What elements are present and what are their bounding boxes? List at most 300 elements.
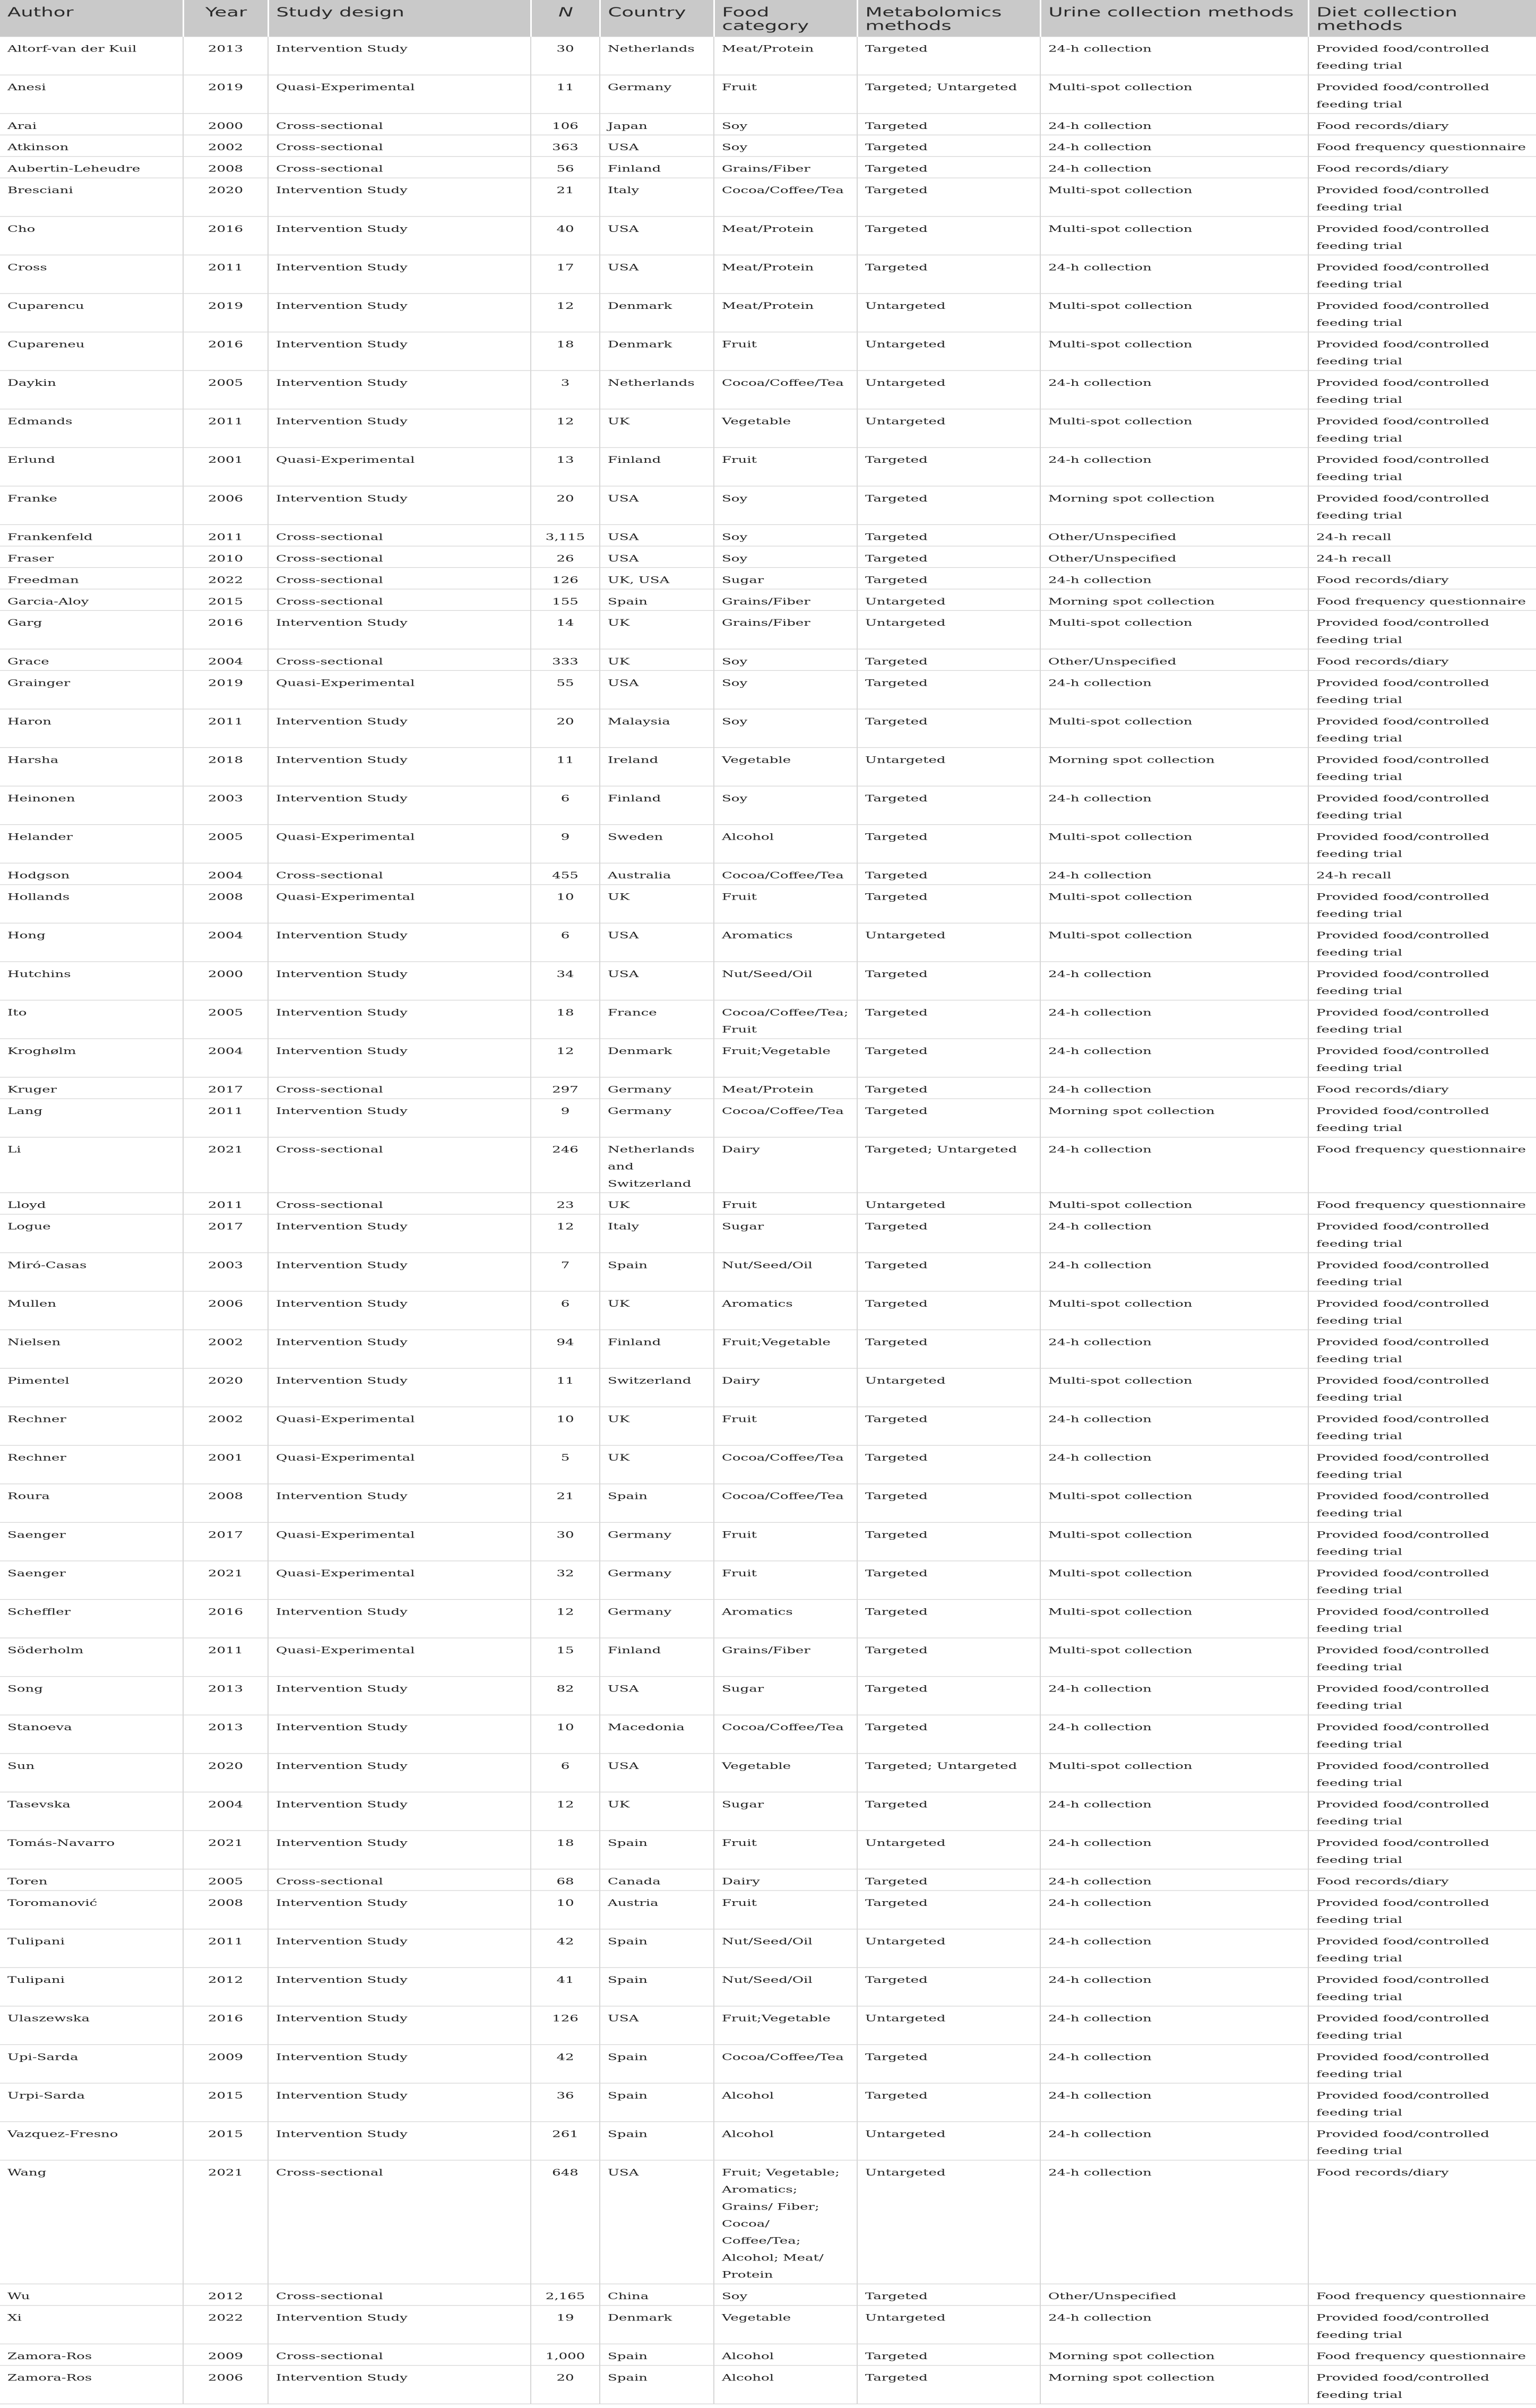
cell-country: Spain (600, 1929, 714, 1968)
table-row (0, 1929, 1536, 1968)
cell-urine-collection: 24-h collection (1040, 786, 1308, 825)
cell-study-design: Quasi-Experimental (268, 447, 531, 486)
cell-study-design: Quasi-Experimental (268, 1445, 531, 1484)
cell-year: 2017 (183, 1077, 268, 1099)
cell-author: Lang (0, 1099, 183, 1137)
cell-study-design: Intervention Study (268, 2083, 531, 2122)
cell-urine-collection: 24-h collection (1040, 1407, 1308, 1446)
cell-author: Ulaszewska (0, 2006, 183, 2045)
cell-author: Roura (0, 1484, 183, 1523)
cell-study-design: Cross-sectional (268, 524, 531, 546)
cell-author: Cupareneu (0, 332, 183, 371)
cell-food-category: Alcohol (714, 2083, 857, 2122)
table-row (0, 923, 1536, 962)
cell-n: 6 (531, 923, 600, 962)
table-row (0, 1253, 1536, 1291)
cell-author: Urpi-Sarda (0, 2083, 183, 2122)
cell-author: Zamora-Ros (0, 2366, 183, 2404)
cell-year: 2005 (183, 1000, 268, 1039)
cell-year: 2013 (183, 1677, 268, 1715)
cell-n: 6 (531, 1754, 600, 1792)
table-row (0, 2006, 1536, 2045)
cell-metabolomics-methods: Untargeted (857, 2306, 1040, 2344)
cell-n: 12 (531, 1039, 600, 1077)
cell-study-design: Quasi-Experimental (268, 1561, 531, 1600)
cell-urine-collection: 24-h collection (1040, 1253, 1308, 1291)
cell-country: Finland (600, 1638, 714, 1677)
cell-diet-collection: Provided food/controlled feeding trial (1308, 786, 1536, 825)
cell-urine-collection: Multi-spot collection (1040, 1638, 1308, 1677)
cell-diet-collection: Provided food/controlled feeding trial (1308, 2083, 1536, 2122)
cell-year: 2016 (183, 1600, 268, 1638)
cell-diet-collection: Provided food/controlled feeding trial (1308, 255, 1536, 294)
cell-n: 12 (531, 294, 600, 332)
cell-study-design: Cross-sectional (268, 1077, 531, 1099)
cell-country: USA (600, 217, 714, 255)
table-row (0, 1891, 1536, 1929)
cell-study-design: Quasi-Experimental (268, 670, 531, 709)
cell-country: Spain (600, 1831, 714, 1869)
cell-country: USA (600, 923, 714, 962)
header-food-category: Food category (714, 0, 857, 37)
cell-author: Söderholm (0, 1638, 183, 1677)
cell-author: Mullen (0, 1291, 183, 1330)
cell-study-design: Intervention Study (268, 1600, 531, 1638)
cell-metabolomics-methods: Targeted (857, 1039, 1040, 1077)
cell-metabolomics-methods: Targeted (857, 1253, 1040, 1291)
cell-diet-collection: Provided food/controlled feeding trial (1308, 1291, 1536, 1330)
cell-diet-collection: Provided food/controlled feeding trial (1308, 1330, 1536, 1369)
cell-country: UK (600, 1792, 714, 1831)
cell-year: 2011 (183, 1193, 268, 1214)
cell-country: USA (600, 1677, 714, 1715)
cell-food-category: Sugar (714, 1214, 857, 1253)
cell-study-design: Cross-sectional (268, 589, 531, 610)
cell-n: 12 (531, 1792, 600, 1831)
cell-study-design: Intervention Study (268, 923, 531, 962)
cell-country: France (600, 1000, 714, 1039)
cell-country: UK (600, 1445, 714, 1484)
header-urine-collection: Urine collection methods (1040, 0, 1308, 37)
cell-diet-collection: Provided food/controlled feeding trial (1308, 409, 1536, 448)
cell-metabolomics-methods: Untargeted (857, 1193, 1040, 1214)
cell-study-design: Cross-sectional (268, 649, 531, 670)
cell-urine-collection: Morning spot collection (1040, 486, 1308, 525)
cell-urine-collection: 24-h collection (1040, 1891, 1308, 1929)
cell-n: 333 (531, 649, 600, 670)
cell-metabolomics-methods: Targeted (857, 1330, 1040, 1369)
cell-n: 126 (531, 2006, 600, 2045)
cell-n: 5 (531, 1445, 600, 1484)
cell-country: Spain (600, 2344, 714, 2365)
cell-country: USA (600, 2160, 714, 2284)
cell-country: UK, USA (600, 567, 714, 589)
cell-metabolomics-methods: Targeted (857, 709, 1040, 748)
cell-food-category: Grains/Fiber (714, 1638, 857, 1677)
cell-study-design: Intervention Study (268, 748, 531, 787)
table-row (0, 1561, 1536, 1600)
cell-metabolomics-methods: Targeted (857, 1891, 1040, 1929)
cell-metabolomics-methods: Targeted (857, 567, 1040, 589)
cell-diet-collection: Food records/diary (1308, 1869, 1536, 1891)
cell-urine-collection: 24-h collection (1040, 1929, 1308, 1968)
cell-metabolomics-methods: Targeted (857, 649, 1040, 670)
cell-food-category: Cocoa/Coffee/Tea (714, 1484, 857, 1523)
cell-study-design: Intervention Study (268, 1677, 531, 1715)
cell-metabolomics-methods: Targeted (857, 546, 1040, 567)
cell-n: 13 (531, 447, 600, 486)
cell-author: Atkinson (0, 135, 183, 156)
cell-year: 2004 (183, 1039, 268, 1077)
cell-country: Australia (600, 863, 714, 884)
header-author: Author (0, 0, 183, 37)
cell-study-design: Intervention Study (268, 2006, 531, 2045)
cell-metabolomics-methods: Targeted (857, 2083, 1040, 2122)
cell-author: Saenger (0, 1561, 183, 1600)
cell-author: Hong (0, 923, 183, 962)
cell-year: 2021 (183, 1561, 268, 1600)
cell-urine-collection: Other/Unspecified (1040, 649, 1308, 670)
cell-food-category: Aromatics (714, 923, 857, 962)
cell-diet-collection: Provided food/controlled feeding trial (1308, 1891, 1536, 1929)
cell-diet-collection: Provided food/controlled feeding trial (1308, 1677, 1536, 1715)
cell-n: 2,165 (531, 2284, 600, 2305)
cell-food-category: Vegetable (714, 748, 857, 787)
table-row (0, 447, 1536, 486)
cell-author: Bresciani (0, 178, 183, 217)
cell-author: Cross (0, 255, 183, 294)
cell-country: UK (600, 1193, 714, 1214)
table-row (0, 1039, 1536, 1077)
cell-diet-collection: Food frequency questionnaire (1308, 135, 1536, 156)
cell-food-category: Alcohol (714, 825, 857, 864)
cell-urine-collection: 24-h collection (1040, 255, 1308, 294)
cell-urine-collection: Multi-spot collection (1040, 1193, 1308, 1214)
cell-n: 15 (531, 1638, 600, 1677)
cell-study-design: Intervention Study (268, 255, 531, 294)
cell-study-design: Intervention Study (268, 962, 531, 1000)
cell-author: Hodgson (0, 863, 183, 884)
cell-urine-collection: 24-h collection (1040, 567, 1308, 589)
cell-metabolomics-methods: Targeted (857, 885, 1040, 924)
cell-country: China (600, 2284, 714, 2305)
cell-food-category: Cocoa/Coffee/Tea; Fruit (714, 1000, 857, 1039)
cell-metabolomics-methods: Untargeted (857, 2006, 1040, 2045)
cell-author: Helander (0, 825, 183, 864)
cell-diet-collection: Provided food/controlled feeding trial (1308, 75, 1536, 114)
cell-country: Macedonia (600, 1715, 714, 1754)
table-row (0, 786, 1536, 825)
cell-year: 2003 (183, 786, 268, 825)
cell-year: 2008 (183, 1891, 268, 1929)
cell-country: Spain (600, 2083, 714, 2122)
cell-study-design: Intervention Study (268, 1715, 531, 1754)
cell-food-category: Meat/Protein (714, 217, 857, 255)
cell-urine-collection: Multi-spot collection (1040, 1368, 1308, 1407)
cell-metabolomics-methods: Targeted (857, 962, 1040, 1000)
cell-diet-collection: Provided food/controlled feeding trial (1308, 217, 1536, 255)
table-row (0, 157, 1536, 178)
cell-study-design: Intervention Study (268, 486, 531, 525)
cell-author: Scheffler (0, 1600, 183, 1638)
cell-author: Lloyd (0, 1193, 183, 1214)
cell-metabolomics-methods: Targeted; Untargeted (857, 1754, 1040, 1792)
cell-study-design: Intervention Study (268, 178, 531, 217)
cell-study-design: Quasi-Experimental (268, 825, 531, 864)
cell-food-category: Fruit (714, 885, 857, 924)
cell-diet-collection: Provided food/controlled feeding trial (1308, 1039, 1536, 1077)
cell-study-design: Quasi-Experimental (268, 1522, 531, 1561)
cell-urine-collection: 24-h collection (1040, 1967, 1308, 2006)
cell-author: Tulipani (0, 1967, 183, 2006)
cell-metabolomics-methods: Targeted (857, 1522, 1040, 1561)
cell-food-category: Fruit (714, 75, 857, 114)
cell-urine-collection: 24-h collection (1040, 2083, 1308, 2122)
table-row (0, 1077, 1536, 1099)
cell-metabolomics-methods: Untargeted (857, 589, 1040, 610)
cell-urine-collection: 24-h collection (1040, 1000, 1308, 1039)
cell-n: 9 (531, 1099, 600, 1137)
cell-metabolomics-methods: Targeted (857, 2284, 1040, 2305)
table-row (0, 1967, 1536, 2006)
cell-year: 2016 (183, 332, 268, 371)
cell-country: Spain (600, 589, 714, 610)
cell-n: 10 (531, 1891, 600, 1929)
cell-n: 12 (531, 409, 600, 448)
cell-study-design: Intervention Study (268, 1253, 531, 1291)
cell-diet-collection: Provided food/controlled feeding trial (1308, 1253, 1536, 1291)
cell-n: 40 (531, 217, 600, 255)
cell-study-design: Intervention Study (268, 1967, 531, 2006)
table-row (0, 409, 1536, 448)
cell-study-design: Cross-sectional (268, 1137, 531, 1193)
cell-year: 2019 (183, 294, 268, 332)
cell-author: Rechner (0, 1407, 183, 1446)
cell-food-category: Vegetable (714, 1754, 857, 1792)
cell-metabolomics-methods: Targeted (857, 825, 1040, 864)
cell-food-category: Cocoa/Coffee/Tea (714, 370, 857, 409)
table-row (0, 217, 1536, 255)
cell-n: 11 (531, 748, 600, 787)
cell-diet-collection: Provided food/controlled feeding trial (1308, 2122, 1536, 2161)
cell-food-category: Aromatics (714, 1291, 857, 1330)
cell-country: Spain (600, 1967, 714, 2006)
cell-country: Germany (600, 1561, 714, 1600)
cell-country: Canada (600, 1869, 714, 1891)
cell-diet-collection: Food records/diary (1308, 567, 1536, 589)
cell-food-category: Nut/Seed/Oil (714, 1967, 857, 2006)
cell-country: UK (600, 649, 714, 670)
cell-study-design: Quasi-Experimental (268, 75, 531, 114)
cell-metabolomics-methods: Untargeted (857, 332, 1040, 371)
cell-n: 11 (531, 75, 600, 114)
cell-study-design: Intervention Study (268, 1330, 531, 1369)
cell-author: Pimentel (0, 1368, 183, 1407)
table-row (0, 1099, 1536, 1137)
cell-year: 2011 (183, 409, 268, 448)
cell-year: 2015 (183, 589, 268, 610)
cell-urine-collection: Multi-spot collection (1040, 885, 1308, 924)
cell-diet-collection: Provided food/controlled feeding trial (1308, 825, 1536, 864)
cell-study-design: Intervention Study (268, 1000, 531, 1039)
cell-year: 2004 (183, 923, 268, 962)
cell-food-category: Soy (714, 135, 857, 156)
cell-year: 2021 (183, 2160, 268, 2284)
cell-food-category: Cocoa/Coffee/Tea (714, 1099, 857, 1137)
cell-author: Garg (0, 610, 183, 649)
cell-diet-collection: Provided food/controlled feeding trial (1308, 1638, 1536, 1677)
cell-metabolomics-methods: Targeted (857, 486, 1040, 525)
table-row (0, 962, 1536, 1000)
cell-metabolomics-methods: Untargeted (857, 748, 1040, 787)
cell-country: USA (600, 670, 714, 709)
cell-author: Grainger (0, 670, 183, 709)
cell-urine-collection: 24-h collection (1040, 2044, 1308, 2083)
cell-urine-collection: Multi-spot collection (1040, 217, 1308, 255)
cell-author: Daykin (0, 370, 183, 409)
cell-n: 56 (531, 157, 600, 178)
cell-year: 2012 (183, 1967, 268, 2006)
cell-urine-collection: 24-h collection (1040, 447, 1308, 486)
cell-study-design: Intervention Study (268, 1368, 531, 1407)
table-row (0, 1330, 1536, 1369)
cell-metabolomics-methods: Targeted (857, 217, 1040, 255)
cell-n: 363 (531, 135, 600, 156)
table-row (0, 75, 1536, 114)
cell-metabolomics-methods: Targeted (857, 524, 1040, 546)
cell-urine-collection: 24-h collection (1040, 2160, 1308, 2284)
cell-year: 2008 (183, 1484, 268, 1523)
cell-diet-collection: Provided food/controlled feeding trial (1308, 370, 1536, 409)
cell-metabolomics-methods: Untargeted (857, 1831, 1040, 1869)
cell-year: 2004 (183, 1792, 268, 1831)
cell-n: 20 (531, 486, 600, 525)
cell-food-category: Cocoa/Coffee/Tea (714, 1715, 857, 1754)
cell-urine-collection: Multi-spot collection (1040, 1561, 1308, 1600)
cell-year: 2020 (183, 1754, 268, 1792)
cell-author: Logue (0, 1214, 183, 1253)
cell-year: 2004 (183, 863, 268, 884)
cell-n: 18 (531, 1831, 600, 1869)
cell-country: UK (600, 610, 714, 649)
table-body (0, 37, 1536, 2404)
cell-diet-collection: Provided food/controlled feeding trial (1308, 2044, 1536, 2083)
cell-author: Wang (0, 2160, 183, 2284)
cell-author: Rechner (0, 1445, 183, 1484)
cell-author: Vazquez-Fresno (0, 2122, 183, 2161)
cell-author: Stanoeva (0, 1715, 183, 1754)
cell-author: Ito (0, 1000, 183, 1039)
cell-urine-collection: Morning spot collection (1040, 2344, 1308, 2365)
table-row (0, 2366, 1536, 2404)
cell-food-category: Soy (714, 546, 857, 567)
cell-metabolomics-methods: Targeted (857, 1445, 1040, 1484)
cell-author: Altorf-van der Kuil (0, 37, 183, 75)
cell-year: 2019 (183, 75, 268, 114)
cell-n: 455 (531, 863, 600, 884)
cell-year: 2022 (183, 567, 268, 589)
cell-metabolomics-methods: Targeted (857, 863, 1040, 884)
cell-study-design: Cross-sectional (268, 863, 531, 884)
cell-country: USA (600, 486, 714, 525)
cell-metabolomics-methods: Untargeted (857, 2160, 1040, 2284)
cell-year: 2009 (183, 2344, 268, 2365)
cell-study-design: Intervention Study (268, 2366, 531, 2404)
cell-country: Malaysia (600, 709, 714, 748)
cell-study-design: Quasi-Experimental (268, 885, 531, 924)
cell-urine-collection: Multi-spot collection (1040, 1754, 1308, 1792)
cell-n: 32 (531, 1561, 600, 1600)
cell-diet-collection: Provided food/controlled feeding trial (1308, 1445, 1536, 1484)
cell-metabolomics-methods: Targeted (857, 1000, 1040, 1039)
cell-country: USA (600, 1754, 714, 1792)
cell-year: 2006 (183, 2366, 268, 2404)
cell-author: Hollands (0, 885, 183, 924)
cell-year: 2011 (183, 1099, 268, 1137)
table-row (0, 1638, 1536, 1677)
cell-food-category: Cocoa/Coffee/Tea (714, 863, 857, 884)
cell-study-design: Intervention Study (268, 709, 531, 748)
cell-food-category: Fruit (714, 1831, 857, 1869)
cell-metabolomics-methods: Targeted (857, 1792, 1040, 1831)
cell-author: Cuparencu (0, 294, 183, 332)
cell-country: Ireland (600, 748, 714, 787)
table-row (0, 524, 1536, 546)
cell-country: Finland (600, 786, 714, 825)
cell-metabolomics-methods: Targeted (857, 2366, 1040, 2404)
table-row (0, 709, 1536, 748)
cell-country: Sweden (600, 825, 714, 864)
cell-urine-collection: Multi-spot collection (1040, 709, 1308, 748)
table-row (0, 1407, 1536, 1446)
cell-n: 41 (531, 1967, 600, 2006)
cell-n: 21 (531, 1484, 600, 1523)
cell-urine-collection: Multi-spot collection (1040, 294, 1308, 332)
cell-year: 2000 (183, 962, 268, 1000)
cell-diet-collection: Food frequency questionnaire (1308, 1137, 1536, 1193)
table-row (0, 2306, 1536, 2344)
cell-study-design: Intervention Study (268, 1099, 531, 1137)
cell-urine-collection: 24-h collection (1040, 1869, 1308, 1891)
table-row (0, 135, 1536, 156)
cell-urine-collection: Morning spot collection (1040, 1099, 1308, 1137)
cell-urine-collection: 24-h collection (1040, 1792, 1308, 1831)
cell-country: Spain (600, 2044, 714, 2083)
cell-diet-collection: Provided food/controlled feeding trial (1308, 610, 1536, 649)
table-row (0, 1754, 1536, 1792)
cell-metabolomics-methods: Untargeted (857, 1929, 1040, 1968)
cell-study-design: Intervention Study (268, 610, 531, 649)
cell-n: 19 (531, 2306, 600, 2344)
cell-year: 2016 (183, 2006, 268, 2045)
cell-urine-collection: 24-h collection (1040, 1445, 1308, 1484)
cell-study-design: Cross-sectional (268, 157, 531, 178)
cell-metabolomics-methods: Targeted (857, 1638, 1040, 1677)
cell-author: Miró-Casas (0, 1253, 183, 1291)
cell-year: 2011 (183, 1638, 268, 1677)
table-row (0, 255, 1536, 294)
cell-metabolomics-methods: Targeted; Untargeted (857, 1137, 1040, 1193)
cell-country: Finland (600, 447, 714, 486)
cell-food-category: Grains/Fiber (714, 610, 857, 649)
cell-author: Harsha (0, 748, 183, 787)
cell-urine-collection: 24-h collection (1040, 1715, 1308, 1754)
cell-metabolomics-methods: Untargeted (857, 370, 1040, 409)
cell-n: 3,115 (531, 524, 600, 546)
cell-diet-collection: Provided food/controlled feeding trial (1308, 1522, 1536, 1561)
cell-author: Aubertin-Leheudre (0, 157, 183, 178)
cell-urine-collection: 24-h collection (1040, 135, 1308, 156)
